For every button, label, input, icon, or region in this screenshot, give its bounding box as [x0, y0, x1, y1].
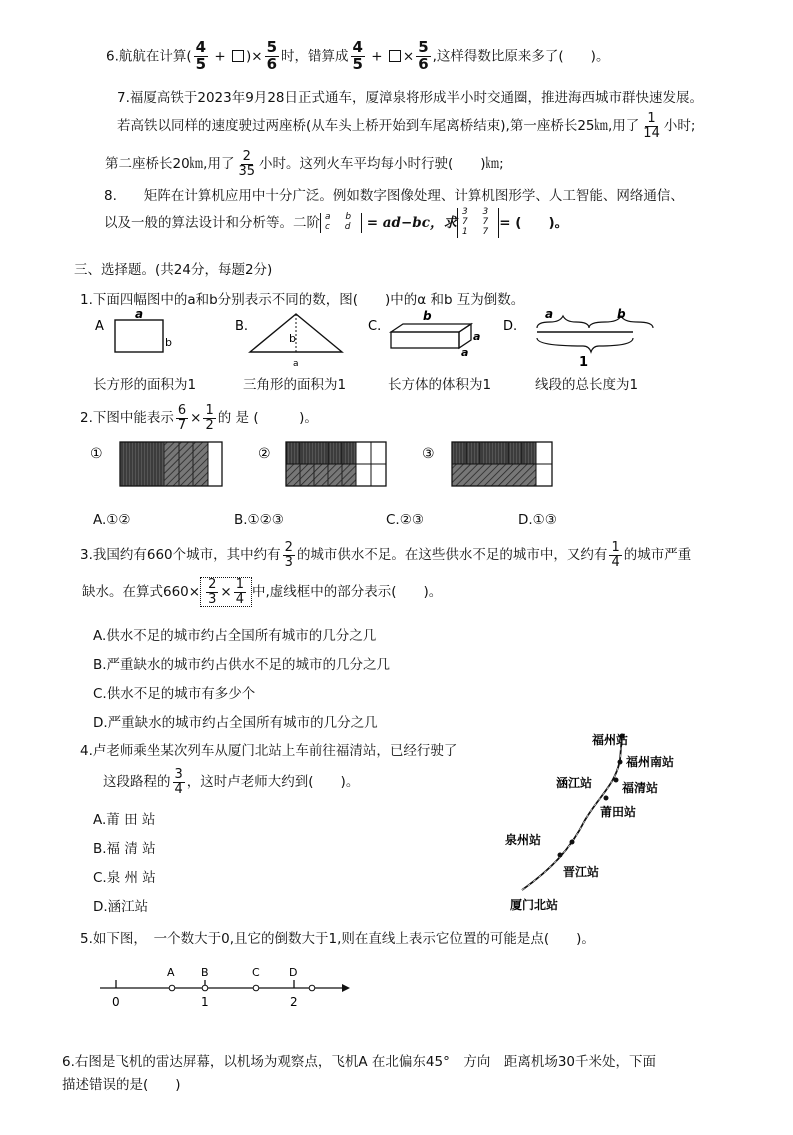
rectangle-figure [115, 320, 163, 352]
c1-label-d: D. [503, 319, 518, 334]
c4-line2: 这段路程的 $\frac{3}{4}$ ，这时卢老师大约到( )。 [103, 767, 360, 797]
c1-caption-b: 三角形的面积为1 [243, 377, 347, 393]
station-quanzhou: 泉州站 [505, 833, 542, 847]
station-hanjiang: 涵江站 [556, 776, 593, 790]
c3-option-d[interactable]: D.严重缺水的城市约占全国所有城市的几分之几 [93, 715, 378, 731]
grid-1 [120, 442, 222, 486]
cube-a1: a [473, 330, 481, 343]
q6-line: 6.航航在计算( $\frac{4}{5}$ + )× $\frac{5}{6}$ 时，错算成 $\frac{4}{5}$ + × $\frac{5}{6}$ ,这样得数比原来多了( )。 [106, 38, 610, 73]
c2-option-d[interactable]: D.①③ [518, 512, 557, 528]
c3-line1: 3.我国约有660个城市，其中约有 $\frac{2}{3}$ 的城市供水不足。在这些供水不足的城市中，又约有 $\frac{1}{4}$ 的城市严重 [80, 540, 692, 570]
c6-line1: 6.右图是飞机的雷达屏幕，以机场为观察点，飞机A 在北偏东45° 方向 距离机场30千米处，下面 [62, 1054, 657, 1070]
station-putian: 莆田站 [600, 805, 637, 819]
c4-option-a[interactable]: A.莆 田 站 [93, 812, 156, 828]
q7-line2: 若高铁以同样的速度驶过两座桥(从车头上桥开始到车尾离桥结束),第一座桥长25㎞,用了 $\frac{1}{14}$ 小时; [117, 111, 696, 141]
cube-a2: a [461, 346, 469, 359]
c1-stem: 1.下面四幅图中的a和b分别表示不同的数，图( )中的α 和b 互为倒数。 [80, 292, 525, 308]
c1-figures [85, 306, 705, 374]
c2-option-b[interactable]: B.①②③ [234, 512, 284, 528]
c1-label-c: C. [368, 319, 382, 334]
seg-one: 1 [579, 355, 589, 370]
seg-b: b [617, 307, 626, 321]
c4-option-d[interactable]: D.涵江站 [93, 899, 149, 915]
station-jinjiang: 晋江站 [563, 865, 600, 879]
c1-caption-d: 线段的总长度为1 [535, 377, 639, 393]
tri-a: a [293, 359, 299, 369]
q8-line1: 8. 矩阵在计算机应用中十分广泛。例如数字图像处理、计算机图形学、人工智能、网络通信、 [104, 188, 684, 204]
c4-option-c[interactable]: C.泉 州 站 [93, 870, 156, 886]
c3-option-b[interactable]: B.严重缺水的城市约占供水不足的城市的几分之几 [93, 657, 391, 673]
blank-square-icon [232, 50, 244, 62]
section-title: 三、选择题。(共24分，每题2分) [74, 262, 273, 278]
tick-0: 0 [112, 995, 120, 1009]
grid2-label: ② [258, 446, 271, 462]
cuboid-figure [391, 332, 459, 348]
matrix-determinant-question: 3 3 7 7 1 7 [457, 208, 499, 238]
station-fuzhou: 福州站 [592, 733, 629, 747]
railway-map [480, 720, 710, 920]
point-b-label: B [201, 966, 209, 979]
q7-line3: 第二座桥长20㎞,用了 $\frac{2}{35}$ 小时。这列火车平均每小时行驶( )㎞; [105, 149, 504, 179]
c3-option-c[interactable]: C.供水不足的城市有多少个 [93, 686, 256, 702]
station-fuzhou-south: 福州南站 [626, 755, 675, 769]
station-fuqing: 福清站 [622, 781, 659, 795]
number-line [96, 960, 356, 1010]
grid1-label: ① [90, 446, 103, 462]
c6-line2: 描述错误的是( ) [62, 1077, 181, 1093]
dotted-box: $\frac{2}{3}$ × $\frac{1}{4}$ [200, 577, 252, 607]
q7-line1: 7.福厦高铁于2023年9月28日正式通车，厦漳泉将形成半小时交通圈，推进海西城市群快速发展。 [117, 90, 704, 106]
c2-grids [88, 436, 648, 498]
c1-label-b: B. [235, 319, 249, 334]
point-c-label: C [252, 966, 260, 979]
point-a-label: A [167, 966, 175, 979]
tri-b: b [289, 332, 296, 345]
rect-a: a [135, 307, 144, 321]
c3-option-a[interactable]: A.供水不足的城市约占全国所有城市的几分之几 [93, 628, 377, 644]
grid-3 [452, 442, 552, 486]
c2-option-a[interactable]: A.①② [93, 512, 131, 528]
point-d-label: D [289, 966, 298, 979]
tick-1: 1 [201, 995, 209, 1009]
c2-stem: 2.下图中能表示 $\frac{6}{7}$ × $\frac{1}{2}$ 的 是 ( )。 [80, 403, 318, 433]
cube-b: b [423, 309, 432, 323]
c4-option-b[interactable]: B.福 清 站 [93, 841, 156, 857]
station-xiamen-north: 厦门北站 [510, 898, 559, 912]
blank-square-icon [389, 50, 401, 62]
c1-label-a: A [95, 319, 104, 334]
grid-2 [286, 442, 386, 486]
c1-caption-c: 长方体的体积为1 [388, 377, 492, 393]
tick-2: 2 [290, 995, 298, 1009]
c3-line2: 缺水。在算式660× $\frac{2}{3}$ × $\frac{1}{4}$ 中,虚线框中的部分表示( )。 [82, 577, 443, 607]
c2-option-c[interactable]: C.②③ [386, 512, 424, 528]
rect-b: b [165, 336, 172, 349]
seg-a: a [545, 307, 554, 321]
c1-caption-a: 长方形的面积为1 [93, 377, 197, 393]
c4-line1: 4.卢老师乘坐某次列车从厦门北站上车前往福清站，已经行驶了 [80, 743, 458, 759]
grid3-label: ③ [422, 446, 435, 462]
matrix-determinant: a b c d [320, 213, 362, 233]
q8-line2: 以及一般的算法设计和分析等。二阶 a b c d = ad−bc，求 3 3 7 7 1 7 = ( )。 [104, 207, 569, 237]
c5-stem: 5.如下图， 一个数大于0,且它的倒数大于1,则在直线上表示它位置的可能是点( )。 [80, 931, 595, 947]
